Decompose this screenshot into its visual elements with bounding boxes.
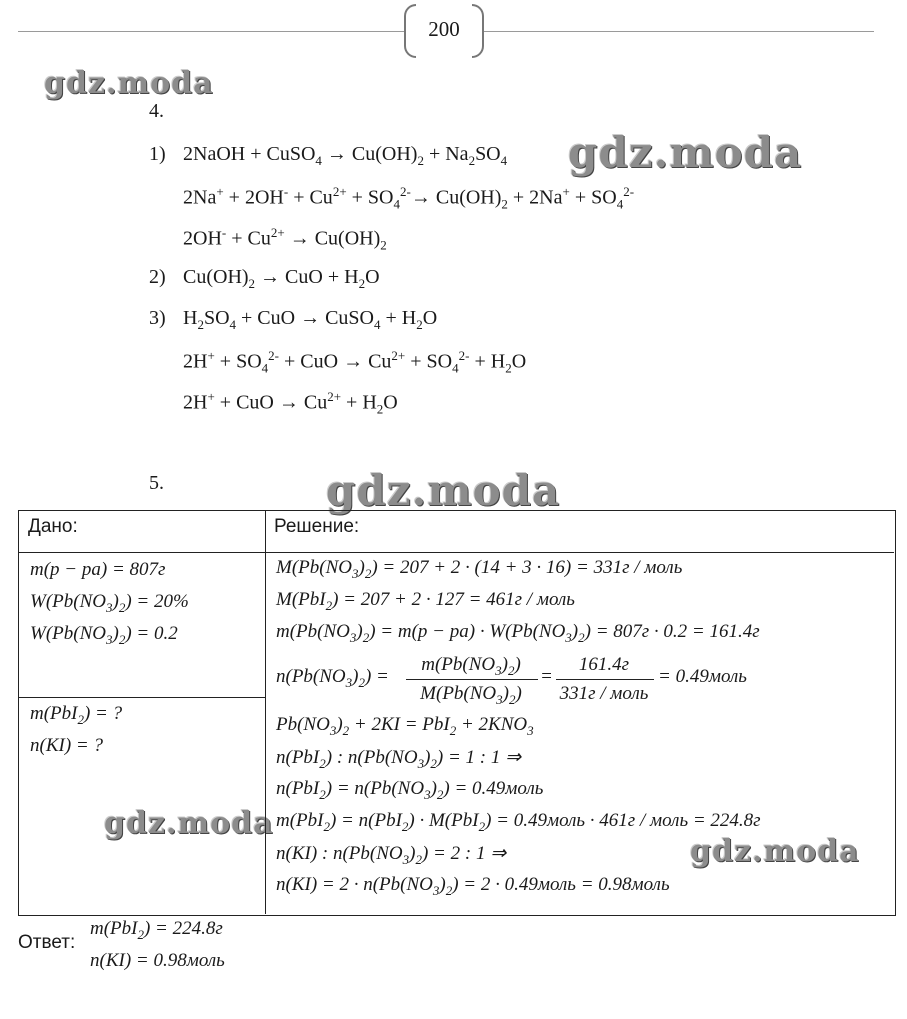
fraction-denominator: 331г / моль <box>559 683 649 704</box>
answer-label: Ответ: <box>18 932 76 953</box>
find-item: m(PbI$_2$) = ? <box>30 703 123 727</box>
solution-step: $M(Pb(NO_3)_2) = 207 + 2 \cdot (14 + 3 \cdot 16) = 331г$ / моль <box>276 557 683 581</box>
solution-step: n(PbI$_2$) : $n(Pb(NO_3)_2) = 1$ : 1 ⇒ <box>276 747 522 771</box>
watermark: gdz.moda <box>104 806 274 841</box>
fraction-bar <box>556 679 654 680</box>
table-divider <box>265 510 266 914</box>
fraction-bar <box>406 679 538 680</box>
watermark: gdz.moda <box>690 834 860 869</box>
equation-label: 2) <box>149 266 166 288</box>
solution-step: $n(PbI_2) = n(Pb(NO_3)_2)$ = 0.49моль <box>276 778 544 802</box>
fraction-numerator: $m(Pb(NO_3)_2)$ <box>421 654 521 678</box>
solution-step: $Pb(NO_3)_2 + 2KI = PbI_2 + 2KNO_3$ <box>276 714 534 738</box>
page-number: 200 <box>428 17 460 41</box>
chemical-equation: $Cu(OH)_2$ → CuO + $H_2O$ <box>183 266 380 291</box>
chemical-equation: $2Na^+ + 2OH^- + Cu^{2+} + SO_4^{2-}\to Cu(OH)_2 + 2Na^+ + SO_4^{2-}$ <box>183 184 635 212</box>
watermark: gdz.moda <box>568 128 803 177</box>
fraction-numerator: 161.4г <box>578 654 630 675</box>
solution-step: m(PbI$_2$) = n(PbI$_2$) · M(PbI$_2$) = 0.49моль · 461г / моль = 224.8г <box>276 810 761 834</box>
answer-item: m(PbI$_2$) = 224.8г <box>90 918 223 942</box>
solution-step: M(PbI$_2$) = 207 + 2 · 127 = 461г / моль <box>276 589 575 613</box>
solution-step: $m(Pb(NO_3)_2) = m(р - ра) \cdot W(Pb(NO_3)_2) = 807г \cdot 0.2 = 161.4г$ <box>276 621 760 645</box>
solution-step: n(KI) : $n(Pb(NO_3)_2) = 2$ : 1 ⇒ <box>276 843 507 867</box>
equation-label: 1) <box>149 143 166 165</box>
watermark: gdz.moda <box>44 66 214 101</box>
solution-header: Решение: <box>274 516 360 537</box>
fraction-denominator: $M(Pb(NO_3)_2)$ <box>420 683 522 707</box>
fraction-lhs: $n(Pb(NO_3)_2)$ = <box>276 666 389 690</box>
task-number: 4. <box>149 100 164 122</box>
header-rule-right <box>484 31 874 32</box>
chemical-equation: 2NaOH + CuSO$_4$ → $Cu(OH)_2 + Na_2SO_4$ <box>183 143 508 168</box>
chemical-equation: $H_2SO_4$ + CuO → CuSO$_4$ + $H_2O$ <box>183 307 438 332</box>
task-number: 5. <box>149 472 164 494</box>
table-header-rule <box>18 552 894 553</box>
given-item: $W(Pb(NO_3)_2) = 20\%$ <box>30 591 189 615</box>
fraction-result: = 0.49моль <box>658 666 747 687</box>
given-item: $W(Pb(NO_3)_2) = 0.2$ <box>30 623 178 647</box>
given-header: Дано: <box>28 516 78 537</box>
page-number-frame <box>404 4 484 58</box>
chemical-equation: $2OH^- + Cu^{2+} \to Cu(OH)_2$ <box>183 225 387 253</box>
chemical-equation: $2H^+ + SO_4^{2-}$ + CuO → $Cu^{2+} + SO_4^{2-} + H_2O$ <box>183 348 527 376</box>
find-item: n(KI) = ? <box>30 735 103 756</box>
watermark: gdz.moda <box>326 466 561 515</box>
equation-label: 3) <box>149 307 166 329</box>
chemical-equation: 2H+ + CuO → $Cu^{2+} + H_2O$ <box>183 389 398 417</box>
given-item: m(р − ра) = 807г <box>30 559 166 580</box>
given-find-rule <box>18 697 265 698</box>
solution-step: $n(KI) = 2 \cdot n(Pb(NO_3)_2) = 2$ · 0.49моль = 0.98моль <box>276 874 670 898</box>
answer-item: n(KI) = 0.98моль <box>90 950 225 971</box>
header-rule-left <box>18 31 404 32</box>
